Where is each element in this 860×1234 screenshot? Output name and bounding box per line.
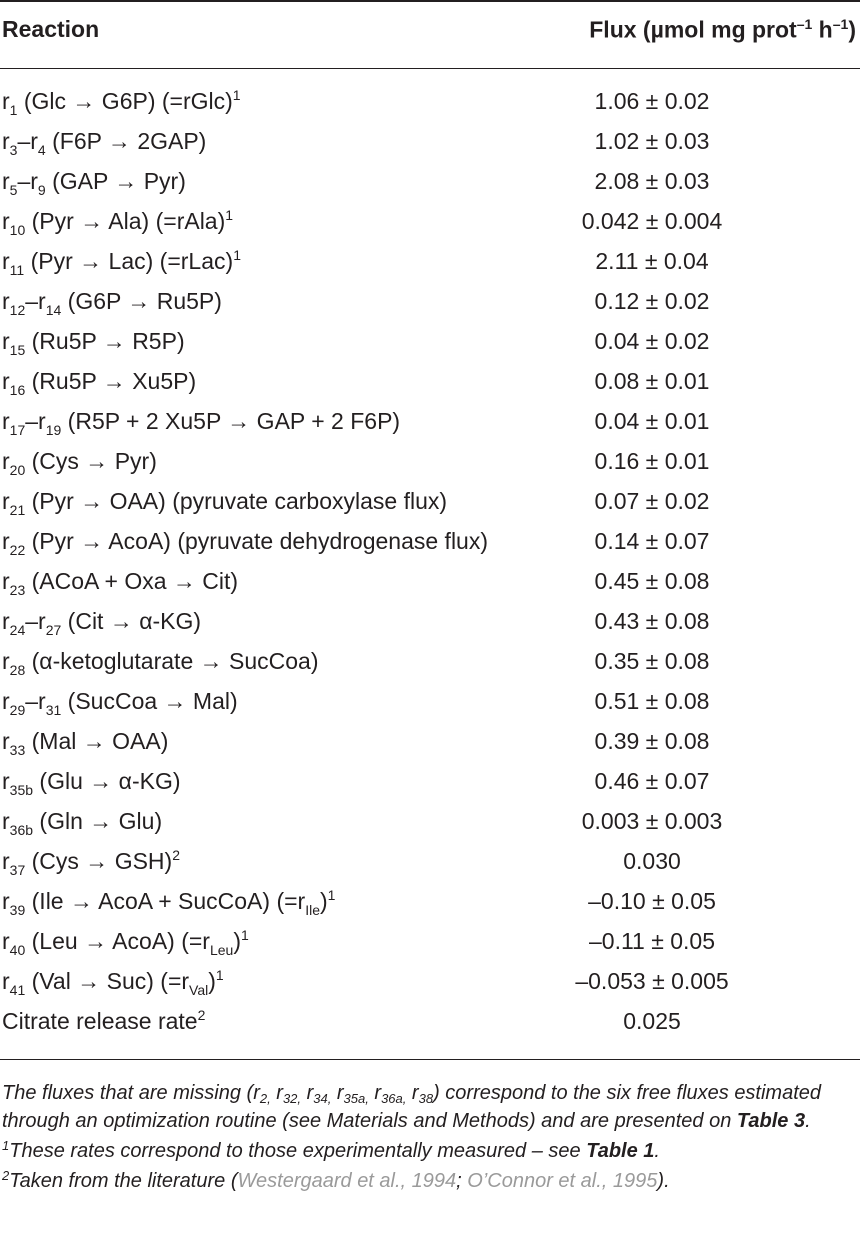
text-segment: (Gln → Glu) (33, 808, 163, 834)
text-segment: 16 (9, 382, 26, 398)
text-segment: 21 (9, 502, 26, 518)
text-segment: Citrate release rate (2, 1008, 198, 1034)
text-segment: 35b (9, 782, 34, 798)
text-segment: (Glc → G6P) (=rGlc) (17, 88, 233, 114)
text-segment: (Pyr → AcoA) (pyruvate dehydrogenase flux) (25, 528, 489, 554)
reaction-cell (2, 561, 238, 601)
table-row (0, 801, 860, 841)
text-segment: 40 (9, 942, 26, 958)
citation-link[interactable]: O’Connor et al., 1995 (467, 1170, 658, 1192)
text-segment: ) (208, 968, 216, 994)
header-flux-mid: h (812, 16, 833, 43)
flux-cell: –0.11 ± 0.05 (588, 928, 716, 954)
text-segment: ) correspond to the six free fluxes estimated through an optimization routine (see Materials and Methods) and are presented on (2, 1082, 822, 1132)
text-segment: r (2, 88, 10, 114)
flux-cell: 2.11 ± 0.04 (595, 248, 709, 274)
reaction-cell (2, 521, 488, 561)
text-segment: r (2, 408, 10, 434)
flux-cell: –0.10 ± 0.05 (588, 888, 716, 914)
flux-cell: 0.43 ± 0.08 (594, 608, 710, 634)
table-notes (2, 1079, 860, 1195)
text-segment: 4 (37, 142, 46, 158)
text-segment: 3 (9, 142, 18, 158)
text-segment: 14 (45, 302, 62, 318)
text-segment: (Glu → α-KG) (33, 768, 181, 794)
text-segment: 23 (9, 582, 26, 598)
text-segment: ) (233, 928, 241, 954)
reaction-cell (2, 841, 180, 881)
text-segment: (Ile → AcoA + SucCoA) (=r (25, 888, 306, 914)
text-segment: 20 (9, 462, 26, 478)
text-segment: r (2, 248, 10, 274)
text-segment: The fluxes that are missing (r (2, 1082, 260, 1104)
table-row (0, 481, 860, 521)
text-segment: (G6P → Ru5P) (61, 288, 222, 314)
text-segment: 1 (9, 102, 18, 118)
text-segment: (Pyr → Lac) (=rLac) (24, 248, 234, 274)
text-segment: r (2, 288, 10, 314)
reaction-cell (2, 81, 241, 121)
reaction-cell (2, 801, 162, 841)
flux-cell: 0.46 ± 0.07 (594, 768, 710, 794)
header-flux-main: Flux (µmol mg prot (589, 16, 797, 43)
text-segment: Val (189, 982, 209, 998)
text-segment: 2, (259, 1091, 271, 1106)
text-segment: 1 (225, 207, 234, 223)
table-row (0, 561, 860, 601)
flux-cell: 0.51 ± 0.08 (594, 688, 710, 714)
flux-cell: 0.04 ± 0.02 (594, 328, 710, 354)
text-segment: (Pyr → OAA) (pyruvate carboxylase flux) (25, 488, 448, 514)
text-segment: 36b (9, 822, 34, 838)
flux-cell: 0.042 ± 0.004 (581, 208, 723, 234)
text-segment: . (805, 1110, 811, 1132)
reaction-cell (2, 961, 224, 1001)
table-bottom-rule (0, 1059, 860, 1060)
table-row (0, 281, 860, 321)
reaction-cell (2, 721, 168, 761)
reaction-cell (2, 601, 201, 641)
flux-cell: 0.14 ± 0.07 (594, 528, 710, 554)
flux-cell: 1.06 ± 0.02 (594, 88, 710, 114)
text-segment: r (2, 848, 10, 874)
header-flux-end: ) (848, 16, 856, 43)
text-segment: –r (17, 168, 38, 194)
table-row (0, 201, 860, 241)
table-row (0, 881, 860, 921)
text-segment: –r (25, 688, 46, 714)
flux-cell: 0.45 ± 0.08 (594, 568, 710, 594)
text-segment: r (2, 888, 10, 914)
text-segment: r (2, 968, 10, 994)
text-segment: r (2, 528, 10, 554)
header-reaction: Reaction (2, 16, 100, 42)
table-row (0, 921, 860, 961)
flux-cell: 0.030 (623, 848, 681, 874)
text-segment: r (2, 648, 10, 674)
text-segment: (R5P + 2 Xu5P → GAP + 2 F6P) (61, 408, 401, 434)
reaction-cell (2, 681, 238, 721)
reaction-cell (2, 441, 157, 481)
text-segment: r (2, 768, 10, 794)
text-segment: –r (25, 408, 46, 434)
table-row (0, 841, 860, 881)
flux-cell: 0.08 ± 0.01 (594, 368, 710, 394)
text-segment: These rates correspond to those experimentally measured – see (9, 1140, 587, 1162)
text-segment: r (2, 608, 10, 634)
text-segment: r (2, 448, 10, 474)
flux-cell: 1.02 ± 0.03 (594, 128, 710, 154)
text-segment: r (270, 1082, 283, 1104)
text-segment: 19 (45, 422, 62, 438)
text-segment: –r (17, 128, 38, 154)
footnote-1 (2, 1137, 860, 1165)
text-segment: 1 (215, 967, 224, 983)
reaction-cell (2, 761, 181, 801)
text-segment: 11 (9, 262, 25, 278)
text-segment: 2 (197, 1007, 206, 1023)
text-segment: (SucCoa → Mal) (61, 688, 238, 714)
header-flux (589, 16, 856, 44)
reaction-cell (2, 481, 447, 521)
text-segment: 15 (9, 342, 26, 358)
reaction-cell (2, 1001, 205, 1041)
text-segment: 29 (9, 702, 26, 718)
text-segment: (Ru5P → Xu5P) (25, 368, 197, 394)
text-segment: 5 (9, 182, 18, 198)
table-body (0, 81, 860, 1041)
citation-link[interactable]: Westergaard et al., 1994 (237, 1170, 457, 1192)
text-segment: 33 (9, 742, 26, 758)
text-segment: r (2, 488, 10, 514)
reaction-cell (2, 321, 185, 361)
text-segment: 1 (232, 87, 241, 103)
text-segment: r (2, 728, 10, 754)
text-segment: (Cys → Pyr) (25, 448, 157, 474)
text-segment: 1 (233, 247, 241, 263)
header-flux-exp1: –1 (796, 16, 813, 32)
text-segment: 41 (9, 982, 26, 998)
text-segment: (Cys → GSH) (25, 848, 173, 874)
table-header (0, 0, 860, 68)
text-segment: 34, (313, 1091, 332, 1106)
flux-cell: 0.12 ± 0.02 (594, 288, 710, 314)
flux-cell: 0.025 (623, 1008, 681, 1034)
text-segment: 28 (9, 662, 26, 678)
table-row (0, 121, 860, 161)
text-segment: 10 (9, 222, 26, 238)
text-segment: (Mal → OAA) (25, 728, 169, 754)
text-segment: 1 (2, 1138, 10, 1153)
text-segment: 9 (37, 182, 46, 198)
table-row (0, 441, 860, 481)
flux-cell: 0.35 ± 0.08 (594, 648, 710, 674)
text-segment: 35a, (343, 1091, 369, 1106)
reaction-cell (2, 881, 335, 921)
text-segment: (ACoA + Oxa → Cit) (25, 568, 239, 594)
reaction-cell (2, 281, 222, 321)
table-row (0, 961, 860, 1001)
text-segment: ; (456, 1170, 468, 1192)
text-segment: (Leu → AcoA) (=r (25, 928, 210, 954)
text-segment: r (2, 128, 10, 154)
text-segment: r (2, 208, 10, 234)
table-row (0, 721, 860, 761)
text-segment: r (2, 168, 10, 194)
reaction-cell (2, 161, 186, 201)
table-reference[interactable]: Table 1 (586, 1140, 655, 1162)
text-segment: 22 (9, 542, 26, 558)
text-segment: (Val → Suc) (=r (25, 968, 190, 994)
table-row (0, 321, 860, 361)
table-reference[interactable]: Table 3 (736, 1110, 806, 1132)
text-segment: –r (25, 288, 46, 314)
text-segment: (Cit → α-KG) (61, 608, 202, 634)
text-segment: Taken from the literature ( (9, 1170, 238, 1192)
table-row (0, 1001, 860, 1041)
text-segment: –r (25, 608, 46, 634)
note-main (2, 1079, 860, 1135)
flux-cell: 0.04 ± 0.01 (594, 408, 710, 434)
flux-cell: 0.003 ± 0.003 (581, 808, 723, 834)
flux-cell: 0.07 ± 0.02 (594, 488, 710, 514)
text-segment: 36a, (381, 1091, 407, 1106)
text-segment: (GAP → Pyr) (45, 168, 186, 194)
text-segment: 12 (9, 302, 26, 318)
text-segment: r (2, 328, 10, 354)
reaction-cell (2, 361, 196, 401)
table-row (0, 401, 860, 441)
table-row (0, 521, 860, 561)
footnote-2 (2, 1167, 860, 1195)
text-segment: (α-ketoglutarate → SucCoa) (25, 648, 319, 674)
flux-cell: 2.08 ± 0.03 (594, 168, 710, 194)
header-flux-exp2: –1 (832, 16, 849, 32)
reaction-cell (2, 201, 233, 241)
text-segment: r (2, 808, 10, 834)
text-segment: ). (657, 1170, 670, 1192)
header-rule (0, 68, 860, 69)
text-segment: Leu (209, 942, 234, 958)
text-segment: . (654, 1140, 660, 1162)
text-segment: ) (320, 888, 328, 914)
text-segment: Ile (305, 902, 320, 918)
text-segment: 31 (45, 702, 62, 718)
table-row (0, 161, 860, 201)
reaction-cell (2, 401, 400, 441)
text-segment: (F6P → 2GAP) (45, 128, 207, 154)
text-segment: 1 (327, 887, 336, 903)
table-row (0, 761, 860, 801)
text-segment: (Pyr → Ala) (=rAla) (25, 208, 226, 234)
text-segment: 32, (282, 1091, 302, 1106)
text-segment: r (2, 568, 10, 594)
text-segment: 24 (9, 622, 26, 638)
text-segment: 2 (2, 1168, 10, 1183)
text-segment: r (406, 1082, 419, 1104)
flux-cell: 0.16 ± 0.01 (594, 448, 710, 474)
text-segment: 27 (45, 622, 62, 638)
text-segment: r (2, 688, 10, 714)
text-segment: 1 (241, 927, 249, 943)
text-segment: 39 (9, 902, 26, 918)
flux-cell: –0.053 ± 0.005 (575, 968, 729, 994)
reaction-cell (2, 921, 249, 961)
table-row (0, 81, 860, 121)
text-segment: 37 (9, 862, 26, 878)
table-row (0, 681, 860, 721)
text-segment: 38 (418, 1091, 434, 1106)
table-row (0, 641, 860, 681)
text-segment: 17 (9, 422, 26, 438)
table-row (0, 361, 860, 401)
flux-cell: 0.39 ± 0.08 (594, 728, 710, 754)
table-row (0, 601, 860, 641)
text-segment: r (301, 1082, 314, 1104)
reaction-cell (2, 241, 241, 281)
text-segment: (Ru5P → R5P) (25, 328, 185, 354)
table-row (0, 241, 860, 281)
text-segment: r (368, 1082, 382, 1104)
text-segment: 2 (172, 847, 180, 863)
reaction-cell (2, 641, 319, 681)
text-segment: r (331, 1082, 344, 1104)
text-segment: r (2, 928, 10, 954)
text-segment: r (2, 368, 10, 394)
reaction-cell (2, 121, 206, 161)
